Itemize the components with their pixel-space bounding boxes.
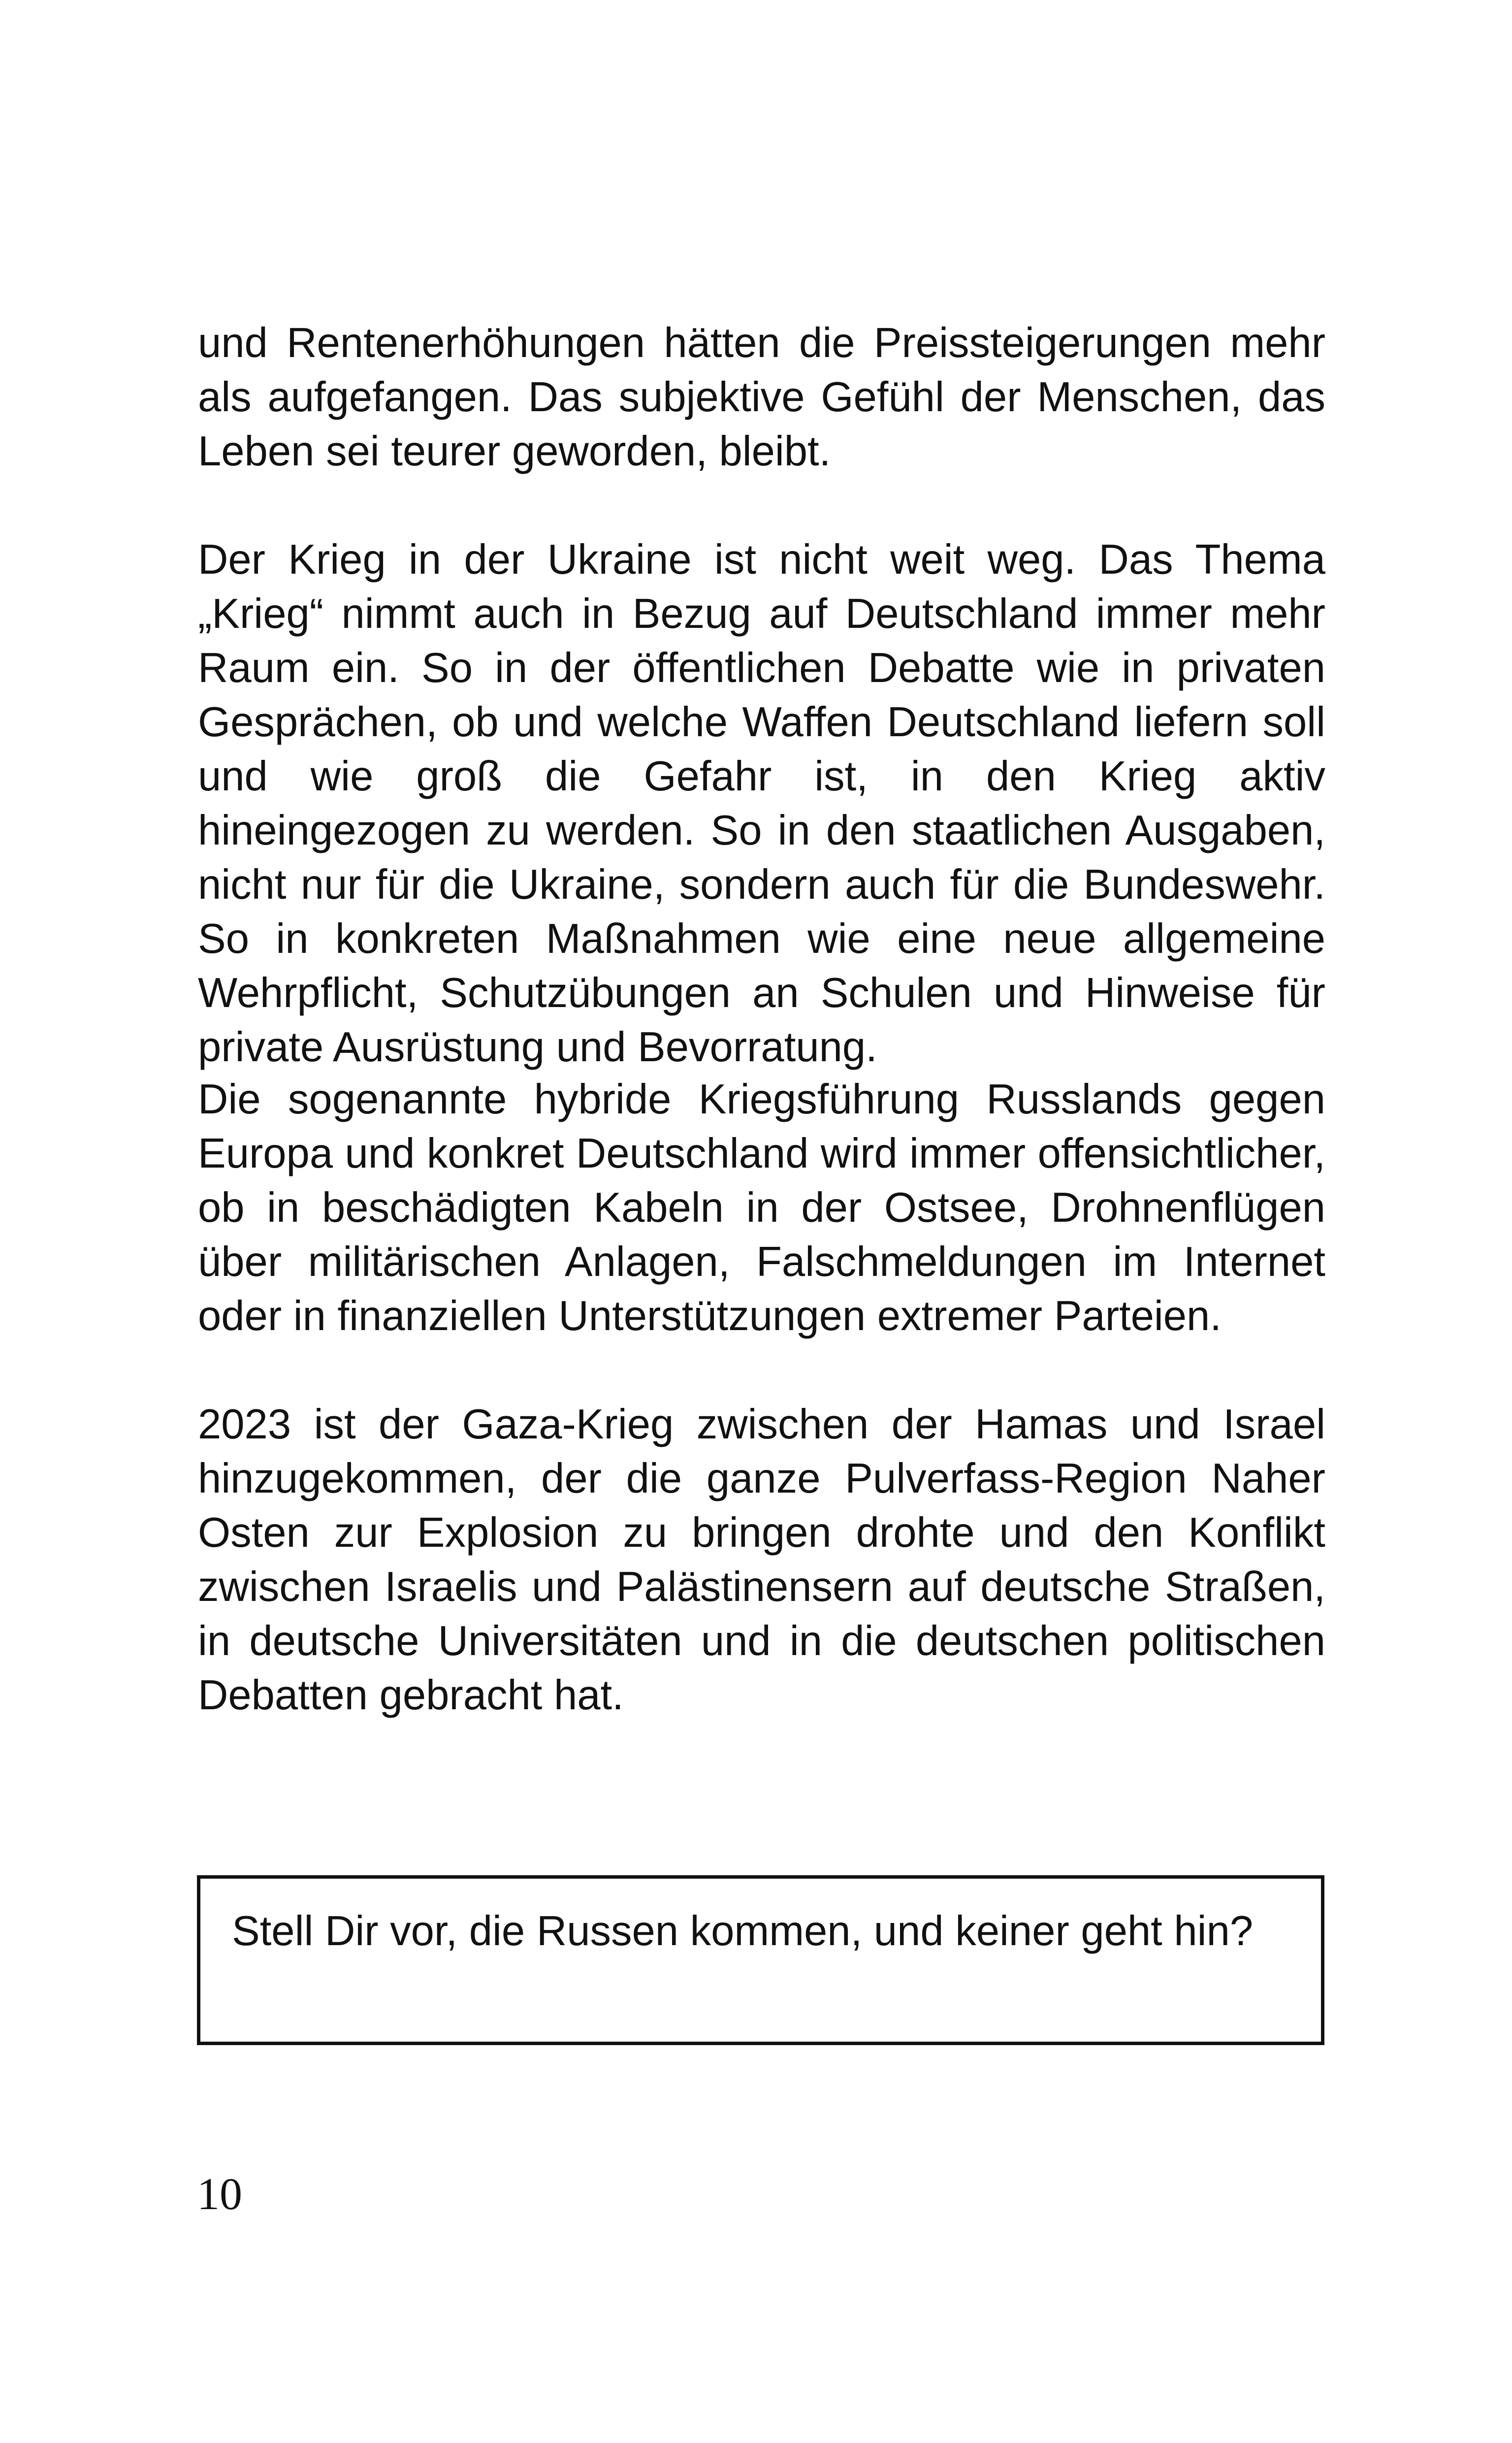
page-number: 10	[197, 2169, 242, 2219]
callout-text: Stell Dir vor, die Russen kommen, und keiner geht hin?	[232, 1908, 1254, 1954]
body-paragraph-4: 2023 ist der Gaza-Krieg zwischen der Hamas und Israel hinzugekommen, der die ganze Pulverfass-Region Naher Osten zur Explosion zu bringen drohte und den Konflikt zwischen Israelis und Palästinensern auf deutsche Straßen, in deutsche Universitäten und in die deutschen politischen Debatten gebracht hat.	[198, 1401, 1325, 1719]
callout-box	[197, 1875, 1324, 2045]
body-paragraph-2: Der Krieg in der Ukraine ist nicht weit weg. Das Thema „Krieg“ nimmt auch in Bezug auf Deutschland immer mehr Raum ein. So in der öffentlichen Debatte wie in privaten Gesprächen, ob und welche Waffen Deutschland liefern soll und wie groß die Gefahr ist, in den Krieg aktiv hineingezogen zu werden. So in den staatlichen Ausgaben, nicht nur für die Ukraine, sondern auch für die Bundeswehr. So in konkreten Maßnahmen wie eine neue allgemeine Wehrpflicht, Schutzübungen an Schulen und Hinweise für private Ausrüstung und Bevorratung.	[198, 536, 1325, 1071]
body-paragraph-3: Die sogenannte hybride Kriegsführung Russlands gegen Europa und konkret Deutschland wird immer offensichtlicher, ob in beschädigten Kabeln in der Ostsee, Drohnenflügen über militärischen Anlagen, Falschmeldungen im Internet oder in finanziellen Unterstützungen extremer Parteien.	[198, 1076, 1325, 1339]
body-paragraph-1: und Rentenerhöhungen hätten die Preissteigerungen mehr als aufgefangen. Das subjektive Gefühl der Menschen, das Leben sei teurer geworden, bleibt.	[198, 320, 1325, 475]
